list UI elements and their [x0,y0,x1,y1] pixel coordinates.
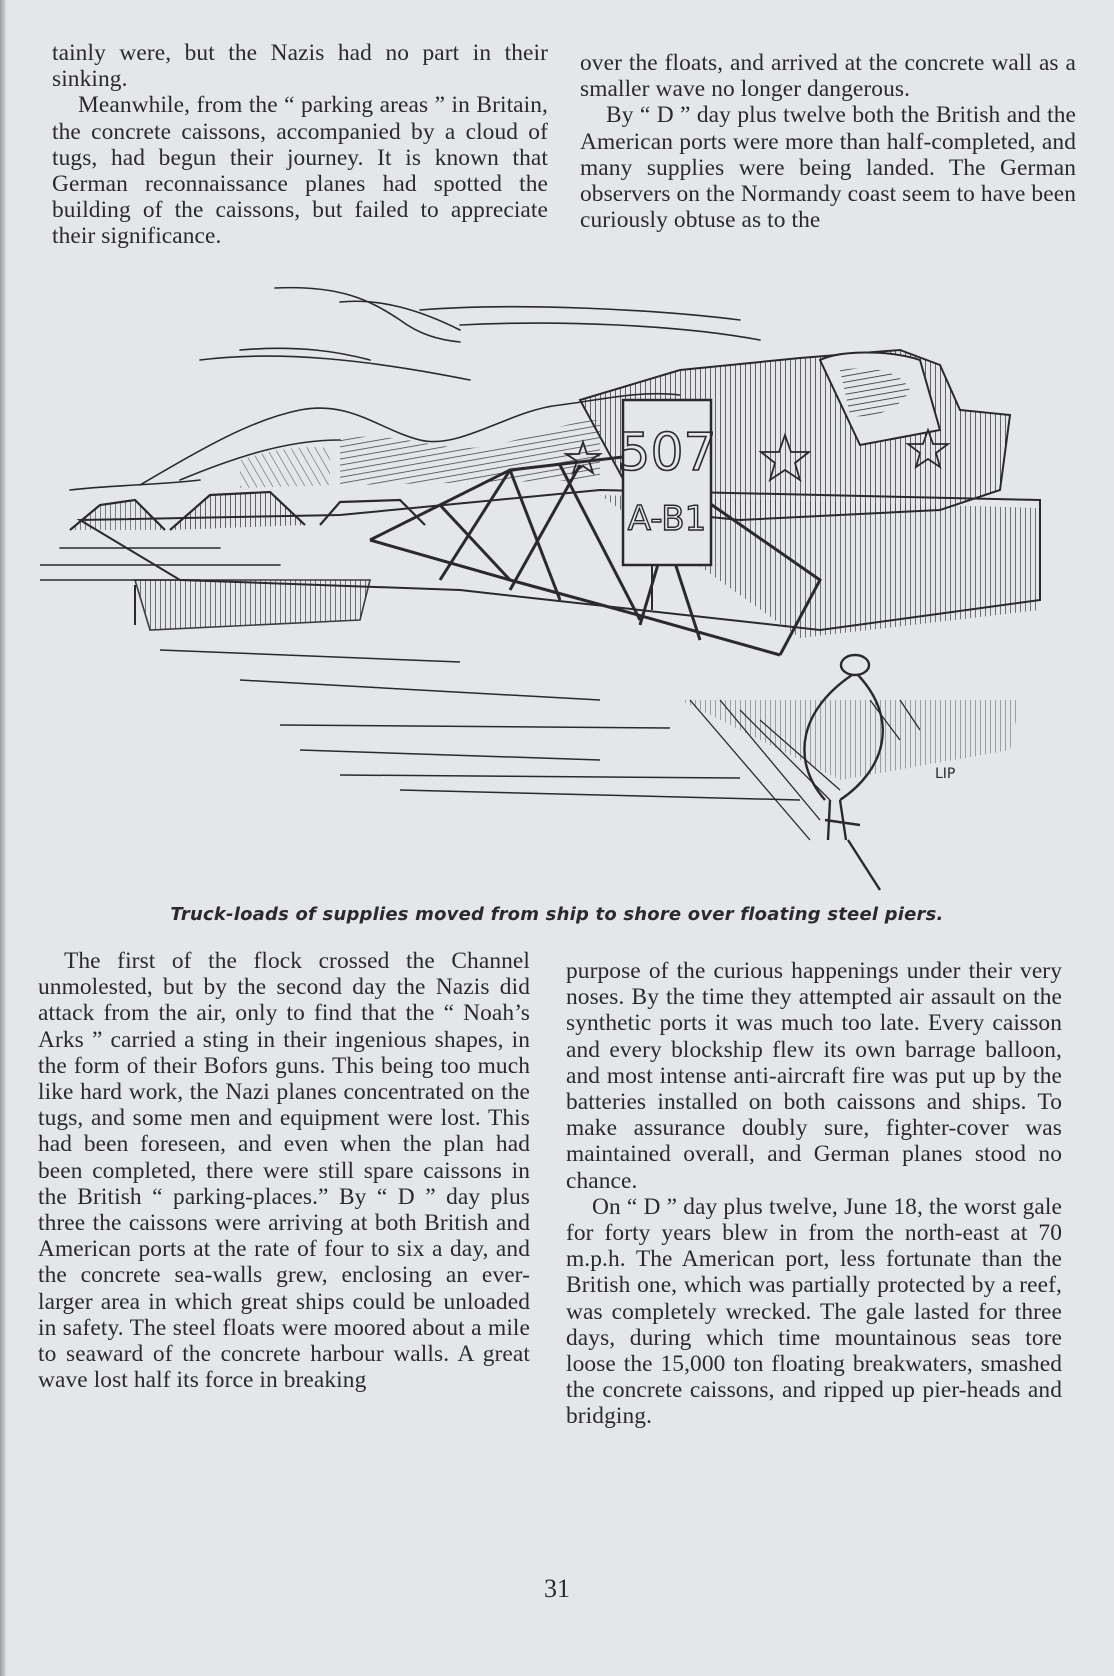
paragraph: On “ D ” day plus twelve, June 18, the worst gale for forty years blew in from the north-east at 70 m.p.h. The American port, less fortunate than the British one, which was partially protected by a reef, was completely wrecked. The gale lasted for three days, during which time mountainous seas tore loose the 15,000 ton floating breakwaters, smashed the concrete caissons, and ripped up pier-heads and bridging. [566,1193,1062,1430]
artist-signature: LIP [935,766,956,782]
column-top-left [52,40,548,250]
paragraph: tainly were, but the Nazis had no part in their sinking. [52,40,548,93]
paragraph: purpose of the curious happenings under their very noses. By the time they attempted air assault on the synthetic ports it was much too late. Every caisson and every blockship flew its own barrage balloon, and most intense anti-aircraft fire was put up by the batteries installed on both caissons and ships. To make assurance doubly sure, fighter-cover was maintained overall, and German planes stood no chance. [566,958,1062,1194]
pier-illustration [40,280,1080,910]
sign-code: A-B1 [627,499,707,539]
paragraph: over the floats, and arrived at the concrete wall as a smaller wave no longer dangerous. [580,50,1076,103]
paragraph: Meanwhile, from the “ parking areas ” in Britain, the concrete caissons, accompanied by a cloud of tugs, had begun their journey. It is known that German reconnaissance planes had spotted the building of the caissons, but failed to appreciate their significance. [52,92,548,250]
page-edge [0,0,6,1676]
column-bottom-left [38,948,530,1393]
page-number: 31 [544,1574,570,1603]
paragraph: The first of the flock crossed the Channel unmolested, but by the second day the Nazis did attack from the air, only to find that the “ Noah’s Arks ” carried a sting in their ingenious shapes, in the form of their Bofors guns. This being too much like hard work, the Nazi planes concentrated on the tugs, and some men and equipment were lost. This had been foreseen, and even when the plan had been completed, there were still spare caissons in the British “ parking-places.” By “ D ” day plus three the caissons were arriving at both British and American ports at the rate of four to six a day, and the concrete sea-walls grew, enclosing an ever-larger area in which great ships could be unloaded in safety. The steel floats were moored about a mile to seaward of the concrete harbour walls. A great wave lost half its force in breaking [38,948,530,1394]
column-top-right [580,50,1076,233]
figure-caption: Truck-loads of supplies moved from ship to shore over floating steel piers. [170,904,944,925]
paragraph: By “ D ” day plus twelve both the British and the American ports were more than half-completed, and many supplies were being landed. The German observers on the Normandy coast seem to have been curiously obtuse as to the [580,102,1076,234]
sign-number: 507 [617,423,717,483]
column-bottom-right [566,958,1062,1430]
